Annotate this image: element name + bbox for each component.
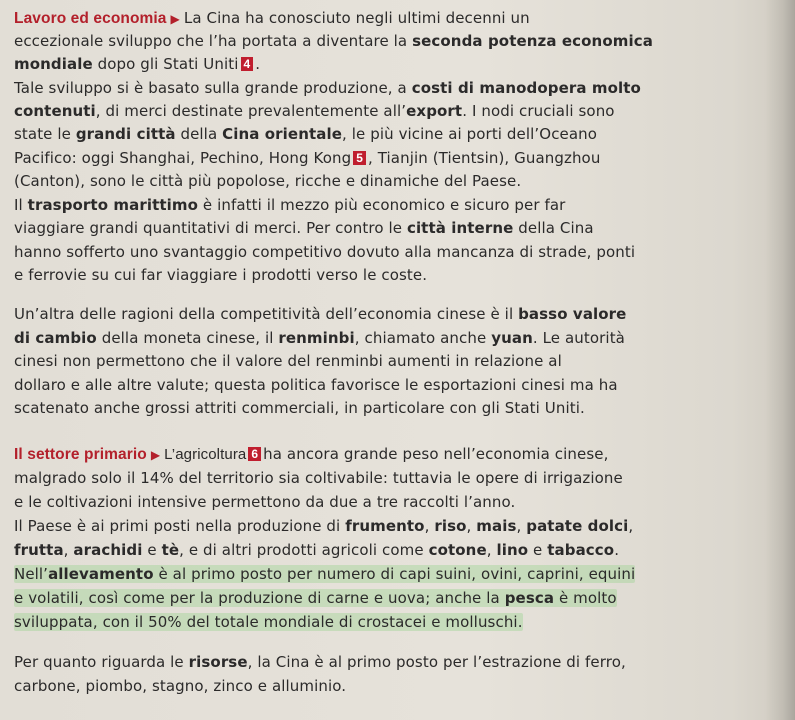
section1-line-12: e ferrovie su cui far viaggiare i prodotti verso le coste. [14, 266, 428, 284]
arrow-icon: ▶ [150, 448, 161, 462]
section3-line-3: e le coltivazioni intensive permettono da due a tre raccolti l’anno. [14, 493, 516, 511]
section2-line-2: di cambio della moneta cinese, il renminbi, chiamato anche yuan. Le autorità [14, 329, 625, 347]
section2-line-1: Un’altra delle ragioni della competitività dell’economia cinese è il basso valore [14, 305, 627, 323]
section2-line-5: scatenato anche grossi attriti commerciali, in particolare con gli Stati Uniti. [14, 399, 585, 417]
highlighted-span: e volatili, così come per la produzione di carne e uova; anche la pesca è molto [14, 589, 617, 607]
section1-line-5: contenuti, di merci destinate prevalentemente all’export. I nodi cruciali sono [14, 102, 615, 120]
section1-line-8: (Canton), sono le città più popolose, ricche e dinamiche del Paese. [14, 172, 522, 190]
highlighted-span: sviluppata, con il 50% del totale mondiale di crostacei e molluschi. [14, 613, 523, 631]
section3-line-8 [14, 612, 523, 632]
section4-line-1: Per quanto riguarda le risorse, la Cina è al primo posto per l’estrazione di ferro, [14, 653, 626, 671]
figure-ref-badge: 6 [248, 447, 261, 461]
section1-line-3: mondiale dopo gli Stati Uniti 4 . [14, 55, 261, 73]
section1-line-6: state le grandi città della Cina orientale, le più vicine ai porti dell’Oceano [14, 125, 598, 143]
page-gutter-shadow [765, 0, 795, 720]
arrow-icon: ▶ [170, 12, 180, 26]
highlighted-span: Nell’allevamento è al primo posto per numero di capi suini, ovini, caprini, equini [14, 565, 636, 583]
section1-line-2: eccezionale sviluppo che l’ha portata a diventare la seconda potenza economica [14, 32, 653, 50]
section2-line-3: cinesi non permettono che il valore del renminbi aumenti in relazione al [14, 352, 562, 370]
section3-line-2: malgrado solo il 14% del territorio sia coltivabile: tuttavia le opere di irrigazione [14, 469, 623, 487]
figure-ref-badge: 5 [353, 151, 366, 165]
section1-line-11: hanno sofferto uno svantaggio competitivo dovuto alla mancanza di strade, ponti [14, 243, 636, 261]
section3-line-5: frutta, arachidi e tè, e di altri prodotti agricoli come cotone, lino e tabacco. [14, 541, 620, 559]
section3-line-1: Il settore primario ▶ L’agricoltura 6 ha ancora grande peso nell’economia cinese, [14, 445, 609, 463]
section3-line-6 [14, 564, 635, 584]
figure-ref-badge: 4 [241, 57, 254, 71]
section1-line-10: viaggiare grandi quantitativi di merci. Per contro le città interne della Cina [14, 219, 594, 237]
section1-line-7: Pacifico: oggi Shanghai, Pechino, Hong Kong 5 , Tianjin (Tientsin), Guangzhou [14, 149, 601, 167]
section1-line-9: Il trasporto marittimo è infatti il mezzo più economico e sicuro per far [14, 196, 566, 214]
section1-line-1: Lavoro ed economia ▶ La Cina ha conosciuto negli ultimi decenni un [14, 9, 530, 27]
section-title-settore-primario: Il settore primario [14, 446, 147, 463]
section1-line-4: Tale sviluppo si è basato sulla grande produzione, a costi di manodopera molto [14, 79, 641, 97]
section3-line-4: Il Paese è ai primi posti nella produzione di frumento, riso, mais, patate dolci, [14, 517, 634, 535]
section2-line-4: dollaro e alle altre valute; questa politica favorisce le esportazioni cinesi ma ha [14, 376, 618, 394]
section3-line-7 [14, 588, 617, 608]
section-title-lavoro: Lavoro ed economia [14, 10, 167, 27]
section4-line-2: carbone, piombo, stagno, zinco e alluminio. [14, 677, 347, 695]
